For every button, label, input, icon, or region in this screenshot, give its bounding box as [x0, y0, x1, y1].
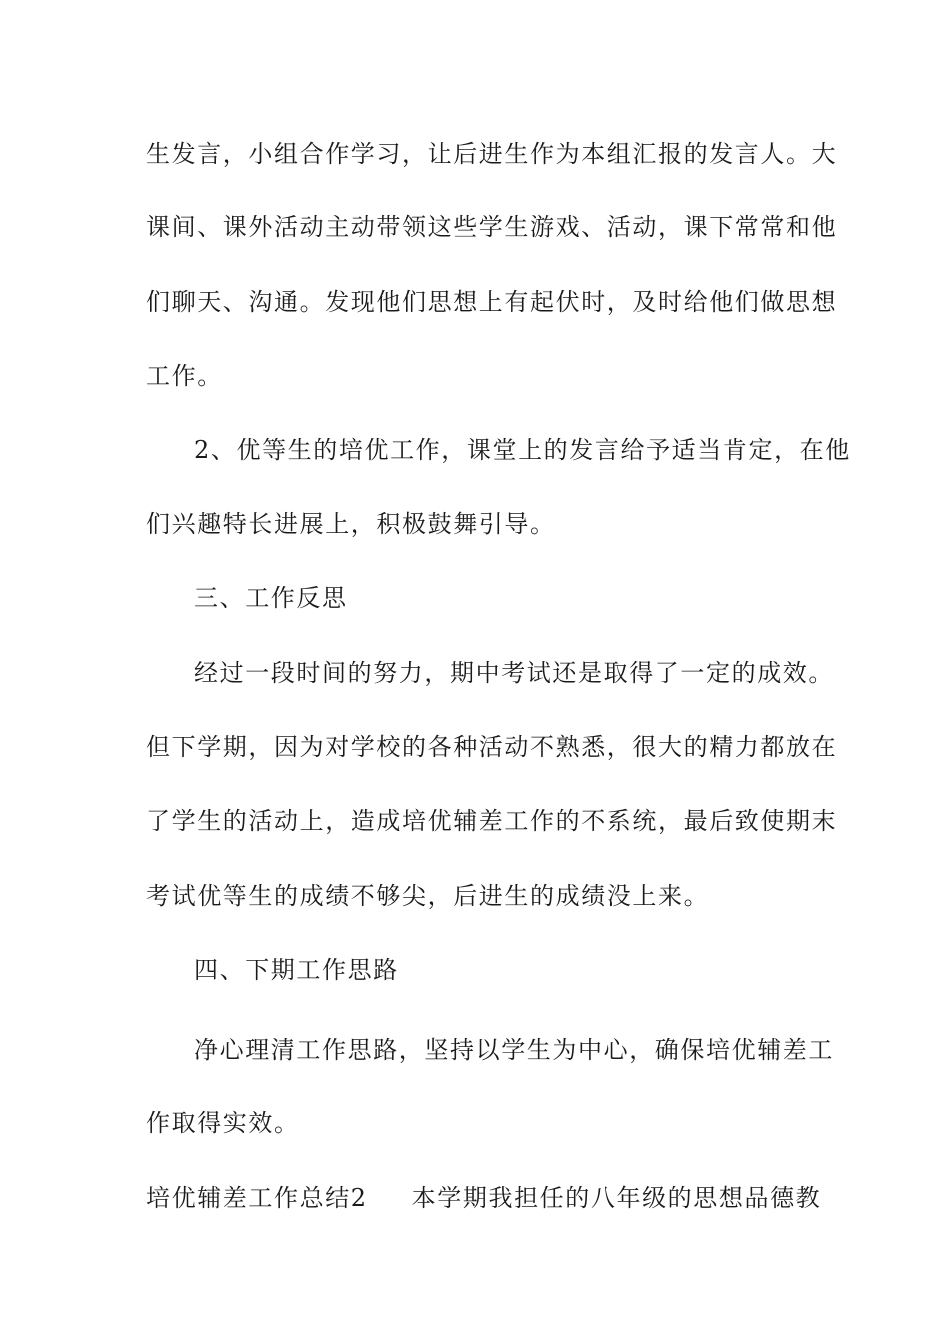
paragraph-line: 们聊天、沟通。发现他们思想上有起伏时，及时给他们做思想	[146, 288, 838, 316]
paragraph-line: 们兴趣特长进展上，积极鼓舞引导。	[146, 510, 556, 538]
next-section-intro: 本学期我担任的八年级的思想品德教	[411, 1184, 822, 1212]
paragraph-line: 2、优等生的培优工作，课堂上的发言给予适当肯定，在他	[194, 436, 851, 464]
next-section-row	[146, 1182, 821, 1214]
paragraph-line: 但下学期，因为对学校的各种活动不熟悉，很大的精力都放在	[146, 733, 838, 761]
section-heading: 四、下期工作思路	[194, 956, 399, 984]
paragraph-line: 作取得实效。	[146, 1109, 300, 1137]
paragraph-line: 净心理清工作思路，坚持以学生为中心，确保培优辅差工	[194, 1036, 834, 1064]
paragraph-line: 课间、课外活动主动带领这些学生游戏、活动，课下常常和他	[146, 213, 838, 241]
paragraph-line: 经过一段时间的努力，期中考试还是取得了一定的成效。	[194, 659, 834, 687]
paragraph-line: 工作。	[146, 362, 223, 390]
paragraph-line: 生发言，小组合作学习，让后进生作为本组汇报的发言人。大	[146, 140, 838, 168]
paragraph-line: 了学生的活动上，造成培优辅差工作的不系统，最后致使期末	[146, 807, 838, 835]
section-heading: 三、工作反思	[194, 584, 348, 612]
next-section-title: 培优辅差工作总结2	[146, 1184, 368, 1212]
paragraph-line: 考试优等生的成绩不够尖，后进生的成绩没上来。	[146, 882, 710, 910]
